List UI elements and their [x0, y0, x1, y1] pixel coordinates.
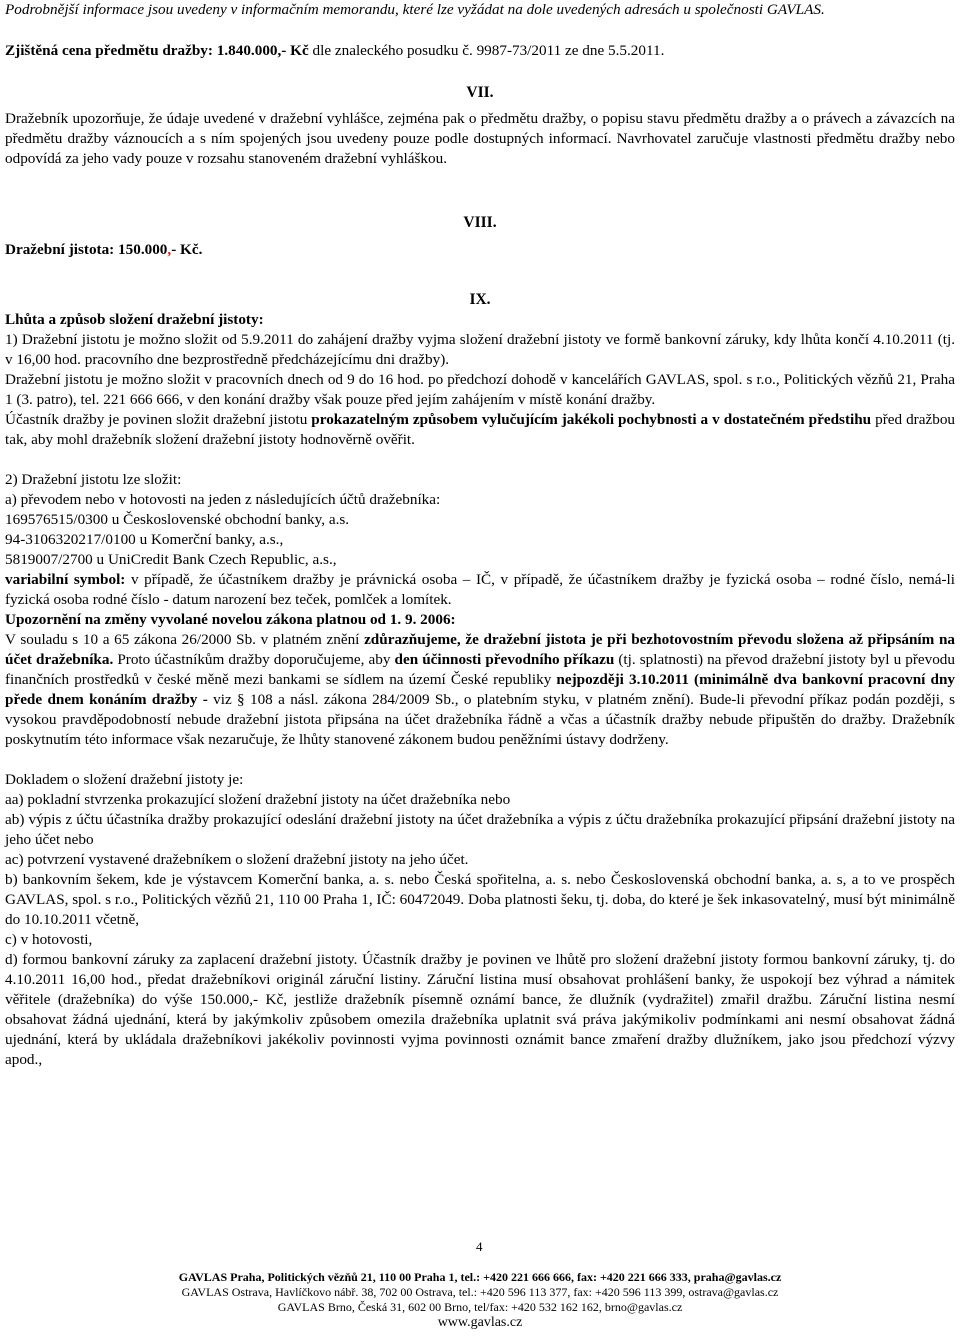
section-9-title: Lhůta a způsob složení dražební jistoty: — [5, 311, 264, 328]
section-9-p2: Dražební jistotu je možno složit v pracovních dnech od 9 do 16 hod. po předchozí dohodě v kancelářích GAVLAS, spol. s r.o., Politických vězňů 21, Praha 1 (3. patro), tel. 221 666 666, v den konání dražby však pouze před jejím zahájením v místě konání dražby. — [5, 371, 955, 408]
variable-symbol-text: v případě, že účastníkem dražby je právnická osoba – IČ, v případě, že účastníkem dražby je fyzická osoba – rodné číslo, nemá-li fyzická osoba rodné číslo - datum narození bez teček, pomlček a lomítek. — [5, 571, 955, 608]
deposit-amount-currency: - Kč. — [171, 241, 203, 258]
deposit-amount-comma: , — [167, 241, 172, 258]
method-d: d) formou bankovní záruky za zaplacení dražební jistoty. Účastník dražby je povinen ve lhůtě pro složení dražební jistoty formou bankovní záruky, tj. do 4.10.2011 16,00 hod., předat dražebníkovi originál záruční listiny. Záruční listina musí obsahovat prohlášení banky, že uspokojí bez výhrad a námitek věřitele (dražebníka) do výše 150.000,- Kč, jestliže dražebník písemně oznámí bance, že dlužník (vydražitel) zmařil dražbu. Záruční listina nesmí obsahovat žádná ujednání, která by jakýmkoliv způsobem omezila dražebníka uplatnit svá práva jakýmikoliv podmínkami ani nesmí obsahovat žádná ujednání, která by ukládala dražebníkovi jakékoliv povinnosti vyjma povinnosti oznámit bance zmaření dražby dlužníkem, jako jsou předchozí výzvy apod., — [5, 951, 955, 1068]
footer-website: www.gavlas.cz — [437, 1315, 523, 1330]
deposit-amount-value: Dražební jistota: 150.000 — [5, 241, 168, 258]
section-9-p3 — [5, 410, 955, 450]
account-2: 94-3106320217/0100 u Komerční banky, a.s., — [5, 531, 284, 548]
section-8-heading: VIII. — [463, 214, 497, 231]
footer — [0, 1270, 960, 1330]
notice-text — [5, 630, 955, 750]
p3-text-c: před dražbou tak, aby mohl dražebník složení dražební jistoty hodnověrně ověřit. — [5, 411, 956, 448]
section-8-row — [5, 213, 955, 233]
page-number: 4 — [476, 1239, 483, 1254]
estimated-price — [5, 41, 955, 61]
section-9-p4: 2) Dražební jistotu lze složit: — [5, 471, 182, 488]
notice-part-3: Proto účastníkům dražby doporučujeme, aby — [113, 651, 395, 668]
document-page — [5, 0, 955, 1070]
notice-part-2: zdůrazňujeme, že dražební jistota je při bezhotovostním převodu složena až připsáním na účet dražebníka. — [5, 631, 955, 668]
account-1: 169576515/0300 u Československé obchodní banky, a.s. — [5, 511, 350, 528]
notice-part-5: (tj. splatnosti) na převod dražební jistoty byl u převodu finančních prostředků v české měně mezi bankami se sídlem na území České republiky — [5, 651, 955, 688]
section-9-p1: 1) Dražební jistotu je možno složit od 5.9.2011 do zahájení dražby vyjma složení dražební jistoty ve formě bankovní záruky, kdy lhůta končí 4.10.2011 (tj. v 16,00 hod. pracovního dne bezprostředně předcházejícímu dni dražby). — [5, 331, 955, 368]
p3-text-a: Účastník dražby je povinen složit dražební jistotu — [5, 411, 312, 428]
deposit-amount — [5, 240, 955, 260]
section-9-heading: IX. — [469, 291, 491, 308]
proof-ab: ab) výpis z účtu účastníka dražby prokazující odeslání dražební jistoty na účet dražebníka a výpis z účtu dražebníka prokazující připsání dražební jistoty na jeho účet nebo — [5, 811, 955, 848]
notice-part-4: den účinnosti převodního příkazu — [394, 651, 615, 668]
account-3: 5819007/2700 u UniCredit Bank Czech Republic, a.s., — [5, 551, 337, 568]
estimated-price-rest: dle znaleckého posudku č. 9987-73/2011 ze dne 5.5.2011. — [308, 42, 665, 59]
notice-part-7: viz § 108 a násl. zákona 284/2009 Sb., o platebním styku, v platném znění). Bude-li převodní příkaz podán později, s vysokou pravděpodobností nebude dražební jistota připsána na účet dražebníka řádně a včas a účastník dražby nebude připuštěn do dražby. Dražebník poskytnutím této informace však nezaručuje, že lhůty stanovené zákonem budou peněžními ústavy dodrženy. — [5, 691, 955, 748]
footer-praha: GAVLAS Praha, Politických vězňů 21, 110 00 Praha 1, tel.: +420 221 666 666, fax: +420 221 666 333, praha@gavlas.cz — [178, 1270, 782, 1284]
p3-text-bold: prokazatelným způsobem vylučujícím jakékoli pochybnosti a v dostatečném předstihu — [311, 411, 872, 428]
proof-ac: ac) potvrzení vystavené dražebníkem o složení dražební jistoty na jeho účet. — [5, 851, 469, 868]
footer-ostrava: GAVLAS Ostrava, Havlíčkovo nábř. 38, 702 00 Ostrava, tel.: +420 596 113 377, fax: +420 596 113 399, ostrava@gavlas.cz — [181, 1285, 779, 1299]
notice-part-6: nejpozději 3.10.2011 (minimálně dva bankovní pracovní dny přede dnem konáním dražby - — [5, 671, 955, 708]
proof-aa: aa) pokladní stvrzenka prokazující složení dražební jistoty na účet dražebníka nebo — [5, 791, 511, 808]
method-b: b) bankovním šekem, kde je výstavcem Komerční banka, a. s. nebo Česká spořitelna, a. s. nebo Československá obchodní banka, a. s, a to ve prospěch GAVLAS, spol. s r.o., Politických vězňů 21, 110 00 Praha 1, IČ: 60472049. Doba platnosti šeku, tj. doba, do které je šek inkasovatelný, musí být minimálně do 10.10.2011 včetně, — [5, 871, 955, 928]
variable-symbol — [5, 570, 955, 610]
estimated-price-label: Zjištěná cena předmětu dražby: 1.840.000,- Kč — [5, 42, 309, 59]
method-c: c) v hotovosti, — [5, 931, 93, 948]
proof-heading: Dokladem o složení dražební jistoty je: — [5, 771, 244, 788]
intro-text: Podrobnější informace jsou uvedeny v informačním memorandu, které lze vyžádat na dole uvedených adresách u společnosti GAVLAS. — [5, 1, 825, 18]
notice-part-1: V souladu s 10 a 65 zákona 26/2000 Sb. v platném znění — [5, 631, 365, 648]
section-7-text: Dražebník upozorňuje, že údaje uvedené v dražební vyhlášce, zejména pak o předmětu dražby, o popisu stavu předmětu dražby a o právech a závazcích na předmětu dražby váznoucích a s ním spojených jsou uvedeny pouze podle dostupných informací. Navrhovatel zaručuje vlastnosti předmětu dražby nebo odpovídá za jeho vady pouze v rozsahu stanoveném dražební vyhláškou. — [5, 110, 955, 167]
section-7-heading: VII. — [466, 84, 494, 101]
variable-symbol-label: variabilní symbol: — [5, 571, 126, 588]
footer-brno: GAVLAS Brno, Česká 31, 602 00 Brno, tel/fax: +420 532 162 162, brno@gavlas.cz — [277, 1300, 683, 1314]
section-9-p5: a) převodem nebo v hotovosti na jeden z následujících účtů dražebníka: — [5, 491, 441, 508]
notice-heading: Upozornění na změny vyvolané novelou zákona platnou od 1. 9. 2006: — [5, 611, 456, 628]
